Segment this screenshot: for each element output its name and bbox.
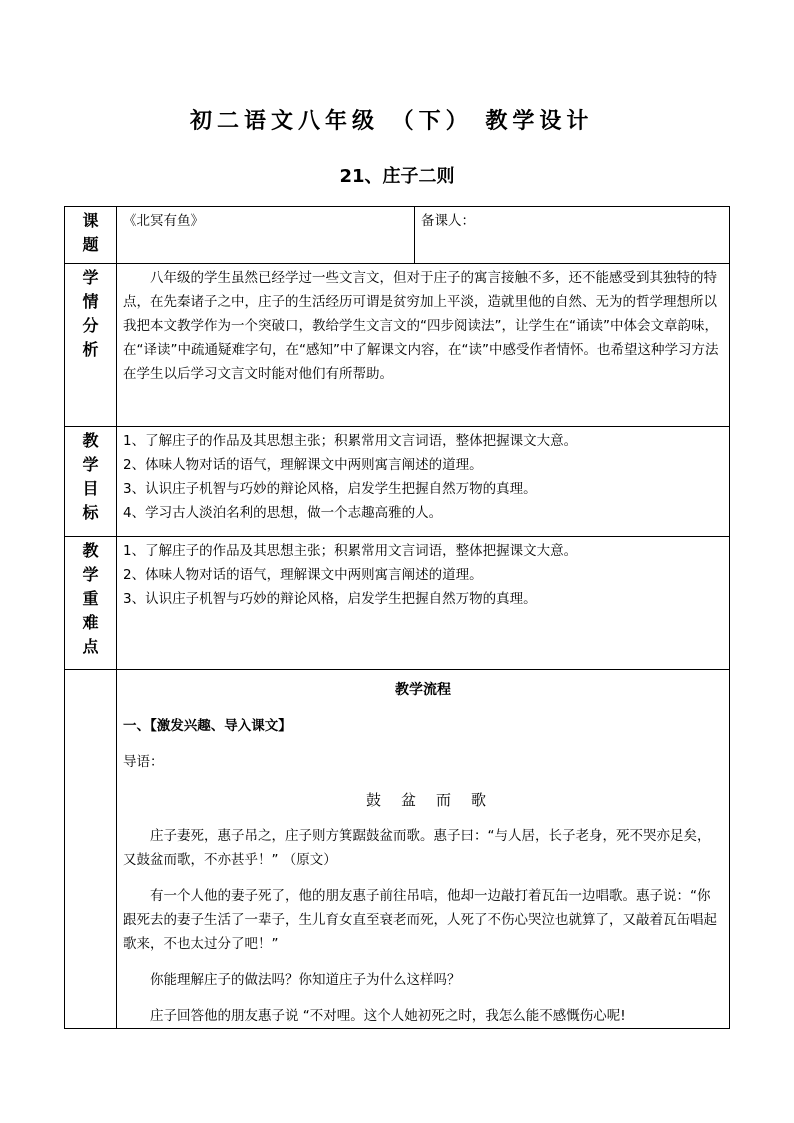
- topic-row: [65, 207, 730, 264]
- intro-label: 导语：: [123, 754, 164, 770]
- original-text: 庄子妻死，惠子吊之，庄子则方箕踞鼓盆而歌。惠子曰：“与人居，长子老身，死不哭亦足矣，又鼓盆而歌，不亦甚乎！” （原文）: [123, 828, 711, 868]
- goal-item: 3、认识庄子机智与巧妙的辩论风格，启发学生把握自然万物的真理。: [123, 481, 537, 497]
- document-title: 初二语文八年级 （下） 教学设计: [190, 109, 594, 134]
- analysis-content: [117, 264, 730, 427]
- analysis-row: [65, 264, 730, 427]
- question-text: 你能理解庄子的做法吗？你知道庄子为什么这样吗？: [150, 972, 461, 988]
- key-points-content: [117, 537, 730, 670]
- preparer-label: 备课人：: [421, 213, 475, 229]
- process-label-empty: [65, 670, 117, 1029]
- process-content: [117, 670, 730, 1029]
- process-row: [65, 670, 730, 1029]
- topic-label: 课 题: [65, 207, 117, 264]
- translation-text: 有一个人他的妻子死了，他的朋友惠子前往吊唁，他却一边敲打着瓦缶一边唱歌。惠子说：“你跟死去的妻子生活了一辈子，生儿育女直至衰老而死，人死了不伤心哭泣也就算了，又敲着瓦缶唱起歌来，不也太过分了吧！”: [123, 888, 717, 952]
- goal-item: 2、体味人物对话的语气，理解课文中两则寓言阐述的道理。: [123, 457, 483, 473]
- goal-item: 1、了解庄子的作品及其思想主张；积累常用文言词语，整体把握课文大意。: [123, 433, 578, 449]
- topic-value-cell: [117, 207, 415, 264]
- process-title: 教学流程: [395, 682, 451, 698]
- preparer-cell: [415, 207, 730, 264]
- lesson-plan-table: [64, 206, 730, 1029]
- key-points-label: 教 学 重 难 点: [65, 537, 117, 670]
- key-point-item: 3、认识庄子机智与巧妙的辩论风格，启发学生把握自然万物的真理。: [123, 591, 537, 607]
- key-points-row: [65, 537, 730, 670]
- analysis-label: 学 情 分 析: [65, 264, 117, 427]
- goals-content: [117, 427, 730, 537]
- key-point-item: 2、体味人物对话的语气，理解课文中两则寓言阐述的道理。: [123, 567, 483, 583]
- key-point-item: 1、了解庄子的作品及其思想主张；积累常用文言词语，整体把握课文大意。: [123, 543, 578, 559]
- lesson-title: 21、庄子二则: [339, 166, 455, 187]
- analysis-text: 八年级的学生虽然已经学过一些文言文，但对于庄子的寓言接触不多，还不能感受到其独特的特点，在先秦诸子之中，庄子的生活经历可谓是贫穷加上平淡，造就里他的自然、无为的哲学理想所以我把本文教学作为一个突破口，教给学生文言文的“四步阅读法”，让学生在“诵读”中体会文章韵味，在“译读”中疏通疑难字句，在“感知”中了解课文内容，在“读”中感受作者情怀。也希望这种学习方法在学生以后学习文言文时能对他们有所帮助。: [123, 270, 719, 382]
- goals-row: [65, 427, 730, 537]
- topic-value: 《北冥有鱼》: [123, 213, 204, 229]
- story-title: 鼓盆而歌: [365, 791, 506, 809]
- goal-item: 4、学习古人淡泊名利的思想，做一个志趣高雅的人。: [123, 505, 443, 521]
- step-heading: 一、【激发兴趣、导入课文】: [123, 718, 292, 734]
- goals-label: 教 学 目 标: [65, 427, 117, 537]
- answer-text: 庄子回答他的朋友惠子说 “不对哩。这个人她初死之时，我怎么能不感慨伤心呢!: [150, 1008, 626, 1024]
